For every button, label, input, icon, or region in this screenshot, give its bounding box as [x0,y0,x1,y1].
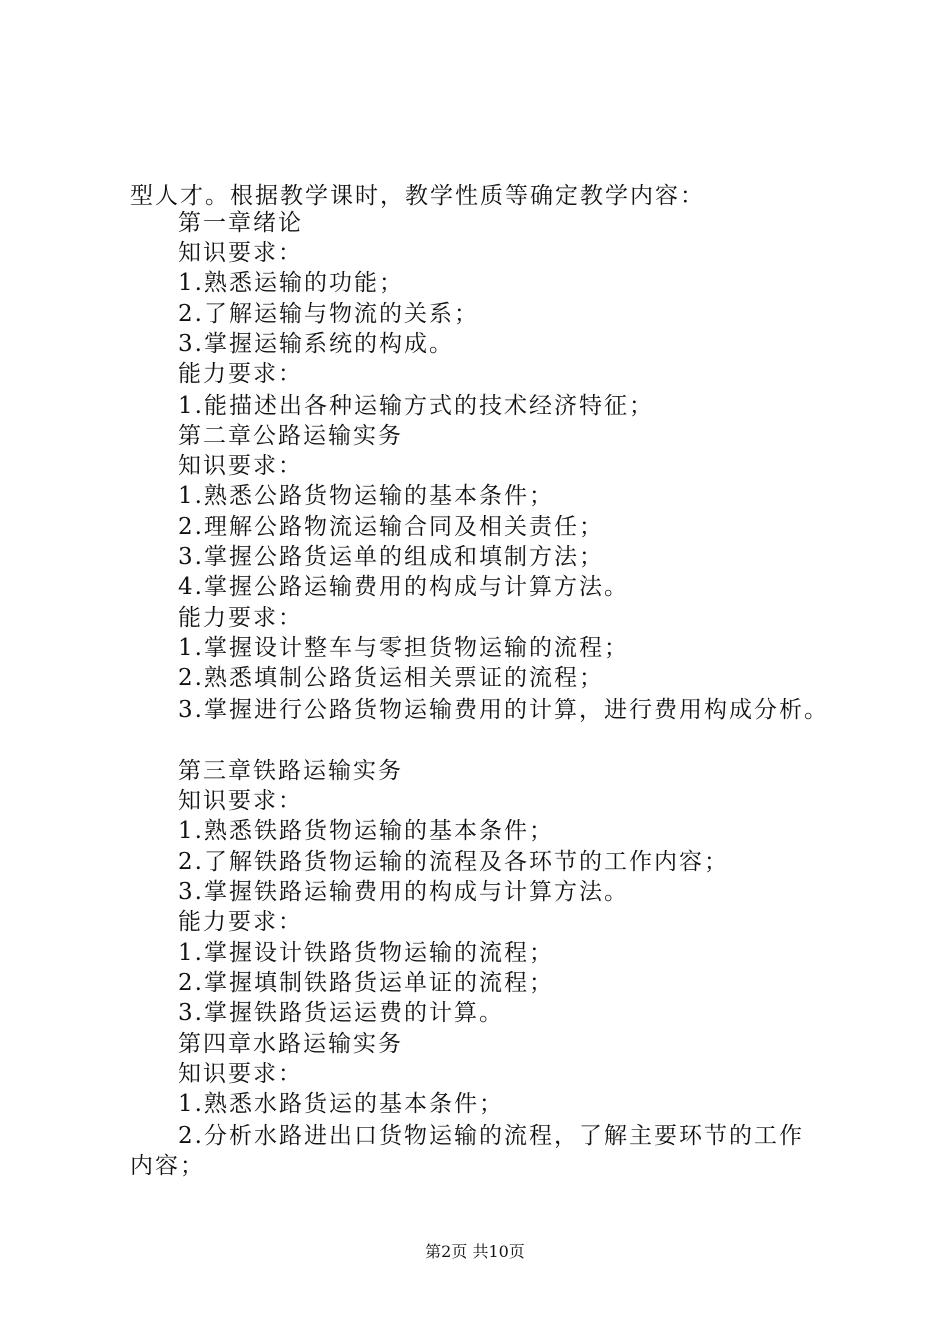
list-item: 3.掌握公路货运单的组成和填制方法； [178,544,604,570]
list-item: 1.掌握设计铁路货物运输的流程； [178,940,554,966]
chapter-heading: 第三章铁路运输实务 [178,758,403,784]
page-number-footer: 第2页 共10页 [425,1242,525,1261]
list-item: 2.分析水路进出口货物运输的流程，了解主要环节的工作 [178,1123,804,1149]
chapter-heading: 第一章绪论 [178,210,303,236]
paragraph-line: 型人才。根据教学课时，教学性质等确定教学内容： [130,183,705,209]
section-label: 知识要求： [178,453,303,479]
section-label: 能力要求： [178,361,303,387]
list-item: 2.熟悉填制公路货运相关票证的流程； [178,665,604,691]
section-label: 能力要求： [178,909,303,935]
chapter-heading: 第四章水路运输实务 [178,1031,403,1057]
chapter-heading: 第二章公路运输实务 [178,423,403,449]
list-item: 2.了解铁路货物运输的流程及各环节的工作内容； [178,849,729,875]
list-item: 4.掌握公路运输费用的构成与计算方法。 [178,574,629,600]
list-item: 3.掌握进行公路货物运输费用的计算，进行费用构成分析。 [178,697,829,723]
list-item-continuation: 内容； [130,1153,205,1179]
list-item: 2.掌握填制铁路货运单证的流程； [178,970,554,996]
section-label: 知识要求： [178,240,303,266]
list-item: 2.理解公路物流运输合同及相关责任； [178,514,604,540]
section-label: 能力要求： [178,605,303,631]
section-label: 知识要求： [178,788,303,814]
list-item: 3.掌握铁路货运运费的计算。 [178,1000,504,1026]
list-item: 1.掌握设计整车与零担货物运输的流程； [178,635,629,661]
list-item: 1.熟悉运输的功能； [178,270,404,296]
list-item: 3.掌握运输系统的构成。 [178,331,454,357]
list-item: 1.能描述出各种运输方式的技术经济特征； [178,393,654,419]
list-item: 1.熟悉水路货运的基本条件； [178,1091,504,1117]
list-item: 1.熟悉公路货物运输的基本条件； [178,483,554,509]
list-item: 3.掌握铁路运输费用的构成与计算方法。 [178,879,629,905]
list-item: 2.了解运输与物流的关系； [178,301,479,327]
section-label: 知识要求： [178,1061,303,1087]
list-item: 1.熟悉铁路货物运输的基本条件； [178,818,554,844]
